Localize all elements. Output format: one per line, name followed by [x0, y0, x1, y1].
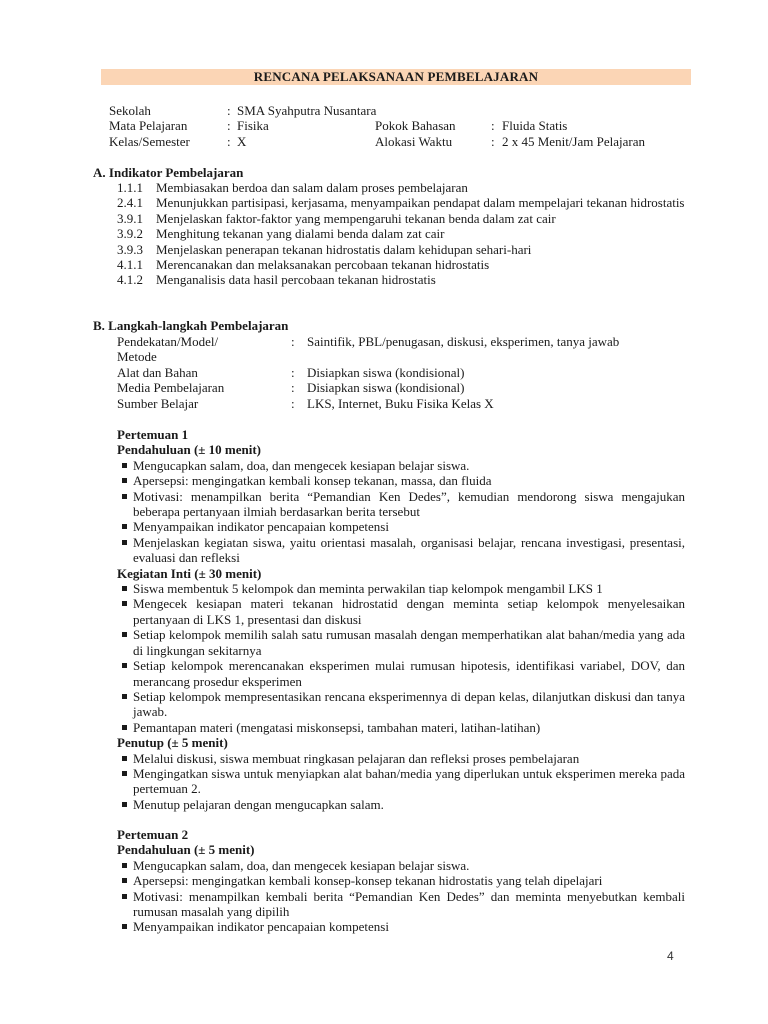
separator: :: [227, 103, 231, 118]
pertemuan-2: [117, 827, 685, 935]
penutup-heading: Penutup (± 5 menit): [117, 735, 228, 751]
section-b-heading: B. Langkah-langkah Pembelajaran: [93, 318, 289, 333]
inti-heading: Kegiatan Inti (± 30 menit): [117, 565, 262, 581]
pendahuluan-list: [117, 858, 685, 935]
indicator-item: [117, 211, 685, 226]
list-item: Mengingatkan siswa untuk menyiapkan alat bahan/media yang diperlukan untuk eksperimen mereka pada pertemuan 2.: [117, 766, 685, 797]
indicator-item: [117, 272, 685, 287]
separator: :: [291, 334, 295, 349]
indicator-item: [117, 226, 685, 241]
kelas-value: X: [237, 133, 247, 149]
list-item: Menutup pelajaran dengan mengucapkan salam.: [117, 797, 685, 812]
separator: :: [291, 380, 295, 396]
meta-label: Media Pembelajaran: [117, 380, 225, 396]
list-item: Mengucapkan salam, doa, dan mengecek kesiapan belajar siswa.: [117, 858, 685, 873]
list-item: Motivasi: menampilkan berita “Pemandian Ken Dedes”, kemudian mendorong siswa mengajukan beberapa pertanyaan ilmiah berdasarkan berita tersebut: [117, 489, 685, 520]
list-item: Setiap kelompok memilih salah satu rumusan masalah dengan memperhatikan alat bahan/media yang ada di lingkungan sekitarnya: [117, 627, 685, 658]
pertemuan-1: [117, 427, 685, 812]
list-item: Apersepsi: mengingatkan kembali konsep-konsep tekanan hidrostatis yang telah dipelajari: [117, 873, 685, 888]
penutup-list: [117, 751, 685, 813]
list-item: Siswa membentuk 5 kelompok dan meminta perwakilan tiap kelompok mengambil LKS 1: [117, 581, 685, 596]
meta-row: [117, 380, 685, 395]
sekolah-label: Sekolah: [109, 103, 151, 118]
indicator-text: Menjelaskan penerapan tekanan hidrostatis dalam kehidupan sehari-hari: [156, 241, 532, 257]
pendahuluan-list: [117, 458, 685, 566]
meta-value: Disiapkan siswa (kondisional): [307, 380, 465, 396]
section-a-heading: A. Indikator Pembelajaran: [93, 165, 244, 180]
indicator-text: Menghitung tekanan yang dialami benda dalam zat cair: [156, 226, 445, 242]
pokok-value: Fluida Statis: [502, 118, 568, 134]
pokok-label: Pokok Bahasan: [375, 118, 456, 134]
separator: :: [291, 364, 295, 380]
page-number: 4: [667, 949, 674, 963]
document-title: RENCANA PELAKSANAAN PEMBELAJARAN: [101, 69, 691, 85]
meta-value: LKS, Internet, Buku Fisika Kelas X: [307, 395, 494, 411]
list-item: Apersepsi: mengingatkan kembali konsep tekanan, massa, dan fluida: [117, 473, 685, 488]
list-item: Setiap kelompok mempresentasikan rencana eksperimennya di depan kelas, dilanjutkan diskusi dan tanya jawab.: [117, 689, 685, 720]
meta-label: Pendekatan/Model/: [117, 334, 219, 349]
identity-block: [109, 103, 689, 149]
indicator-number: 3.9.1: [117, 210, 143, 226]
list-item: Menyampaikan indikator pencapaian kompetensi: [117, 519, 685, 534]
list-item: Mengucapkan salam, doa, dan mengecek kesiapan belajar siswa.: [117, 458, 685, 473]
indicator-text: Menunjukkan partisipasi, kerjasama, menyampaikan pendapat dalam mempelajari tekanan hidrostatis: [156, 195, 685, 211]
mapel-label: Mata Pelajaran: [109, 118, 188, 134]
indicator-item: [117, 257, 685, 272]
indicator-number: 4.1.2: [117, 272, 143, 288]
inti-list: [117, 581, 685, 735]
separator: :: [227, 133, 231, 149]
list-item: Setiap kelompok merencanakan eksperimen mulai rumusan hipotesis, identifikasi variabel, DOV, dan merancang prosedur eksperimen: [117, 658, 685, 689]
sekolah-value: SMA Syahputra Nusantara: [237, 103, 377, 118]
learning-meta: [117, 334, 685, 411]
identity-row-mapel: [109, 118, 689, 133]
separator: :: [291, 395, 295, 411]
indicator-item: [117, 242, 685, 257]
indicator-number: 2.4.1: [117, 195, 143, 211]
pertemuan-1-title: Pertemuan 1: [117, 427, 189, 442]
meta-label: Alat dan Bahan: [117, 364, 198, 380]
indicator-list: [117, 180, 685, 288]
identity-row-sekolah: [109, 103, 689, 118]
separator: :: [491, 133, 495, 149]
list-item: Menyampaikan indikator pencapaian kompetensi: [117, 919, 685, 934]
mapel-value: Fisika: [237, 118, 269, 134]
indicator-text: Merencanakan dan melaksanakan percobaan tekanan hidrostatis: [156, 257, 490, 273]
pertemuan-2-title: Pertemuan 2: [117, 827, 189, 842]
list-item: Motivasi: menampilkan kembali berita “Pemandian Ken Dedes” dan meminta menyebutkan kembali rumusan masalah yang dipilih: [117, 889, 685, 920]
alokasi-value: 2 x 45 Menit/Jam Pelajaran: [502, 133, 645, 149]
indicator-number: 4.1.1: [117, 257, 143, 273]
pendahuluan-heading: Pendahuluan (± 10 menit): [117, 442, 262, 458]
indicator-number: 3.9.2: [117, 226, 143, 242]
kelas-label: Kelas/Semester: [109, 133, 190, 149]
indicator-item: [117, 180, 685, 195]
meta-row: [117, 365, 685, 380]
list-item: Pemantapan materi (mengatasi miskonsepsi, tambahan materi, latihan-latihan): [117, 720, 685, 735]
alokasi-label: Alokasi Waktu: [375, 133, 453, 149]
meta-row: [117, 396, 685, 411]
separator: :: [491, 118, 495, 134]
pendahuluan-heading: Pendahuluan (± 5 menit): [117, 842, 255, 858]
indicator-text: Membiasakan berdoa dan salam dalam proses pembelajaran: [156, 180, 468, 195]
indicator-number: 3.9.3: [117, 241, 143, 257]
meta-value: Saintifik, PBL/penugasan, diskusi, eksperimen, tanya jawab: [307, 334, 620, 349]
meta-row: [117, 334, 685, 349]
list-item: Melalui diskusi, siswa membuat ringkasan pelajaran dan refleksi proses pembelajaran: [117, 751, 685, 766]
list-item: Menjelaskan kegiatan siswa, yaitu orientasi masalah, organisasi belajar, rencana investigasi, presentasi, evaluasi dan refleksi: [117, 535, 685, 566]
meta-label: Metode: [117, 349, 157, 365]
indicator-number: 1.1.1: [117, 180, 143, 195]
meta-row: [117, 349, 685, 364]
meta-label: Sumber Belajar: [117, 395, 199, 411]
list-item: Mengecek kesiapan materi tekanan hidrostatid dengan meminta setiap kelompok menyelesaikan pertanyaan di LKS 1, presentasi dan diskusi: [117, 596, 685, 627]
indicator-text: Menjelaskan faktor-faktor yang mempengaruhi tekanan benda dalam zat cair: [156, 210, 556, 226]
indicator-item: [117, 195, 685, 210]
indicator-text: Menganalisis data hasil percobaan tekanan hidrostatis: [156, 272, 436, 288]
separator: :: [227, 118, 231, 134]
meta-value: Disiapkan siswa (kondisional): [307, 364, 465, 380]
identity-row-kelas: [109, 134, 689, 149]
